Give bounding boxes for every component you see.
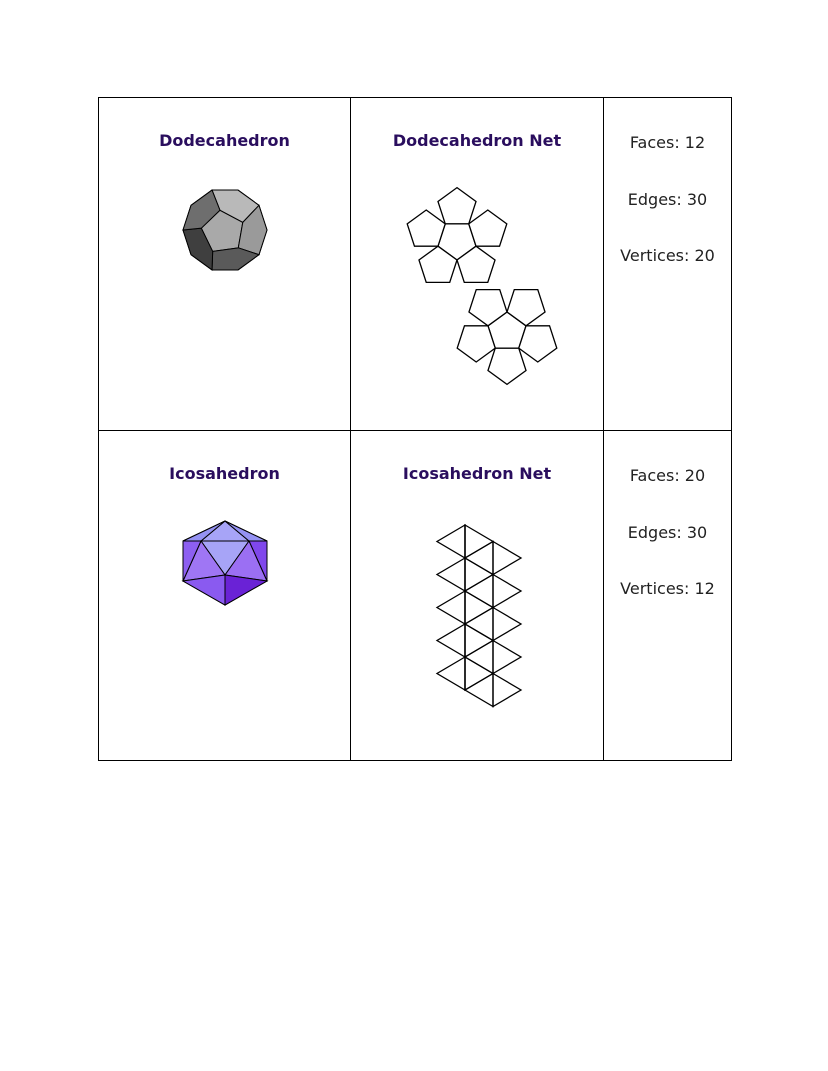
icosahedron-icon (179, 519, 271, 607)
net-face (465, 674, 493, 707)
net-face (437, 591, 465, 624)
net-face (493, 542, 521, 575)
net-face (407, 210, 445, 246)
net-face (493, 641, 521, 674)
net-face (493, 575, 521, 608)
net-face (465, 641, 493, 674)
icosahedron-net-icon (431, 521, 531, 721)
edges-count: Edges: 30 (627, 523, 708, 542)
dodecahedron-net-icon (401, 186, 561, 386)
net-face (493, 674, 521, 707)
polyhedra-table (98, 97, 732, 761)
net-face (465, 558, 493, 591)
stats-cell (604, 98, 732, 431)
net-cell (351, 98, 604, 431)
net-face (469, 210, 507, 246)
vertices-count: Vertices: 20 (620, 246, 715, 265)
net-cell (351, 431, 604, 761)
solid-title: Icosahedron (169, 464, 280, 483)
faces-count: Faces: 20 (629, 466, 706, 485)
net-face (493, 608, 521, 641)
net-face (438, 188, 476, 224)
stats-cell (604, 431, 732, 761)
net-face (465, 624, 493, 657)
solid-cell (99, 98, 351, 431)
net-face (437, 525, 465, 558)
net-face (519, 326, 557, 362)
faces-count: Faces: 12 (629, 133, 706, 152)
solid-cell (99, 431, 351, 761)
vertices-count: Vertices: 12 (620, 579, 715, 598)
net-face (465, 525, 493, 558)
polyhedra-sheet (98, 97, 730, 760)
net-title: Dodecahedron Net (392, 131, 562, 150)
net-face (437, 558, 465, 591)
net-face (488, 348, 526, 384)
dodecahedron-icon (179, 184, 271, 276)
net-face (465, 542, 493, 575)
net-face (465, 657, 493, 690)
net-face (437, 657, 465, 690)
net-face (465, 608, 493, 641)
net-face (437, 624, 465, 657)
net-face (457, 326, 495, 362)
net-face (465, 575, 493, 608)
net-title: Icosahedron Net (402, 464, 552, 483)
table-row (99, 431, 732, 761)
edges-count: Edges: 30 (627, 190, 708, 209)
table-row (99, 98, 732, 431)
net-face (465, 591, 493, 624)
solid-title: Dodecahedron (159, 131, 290, 150)
